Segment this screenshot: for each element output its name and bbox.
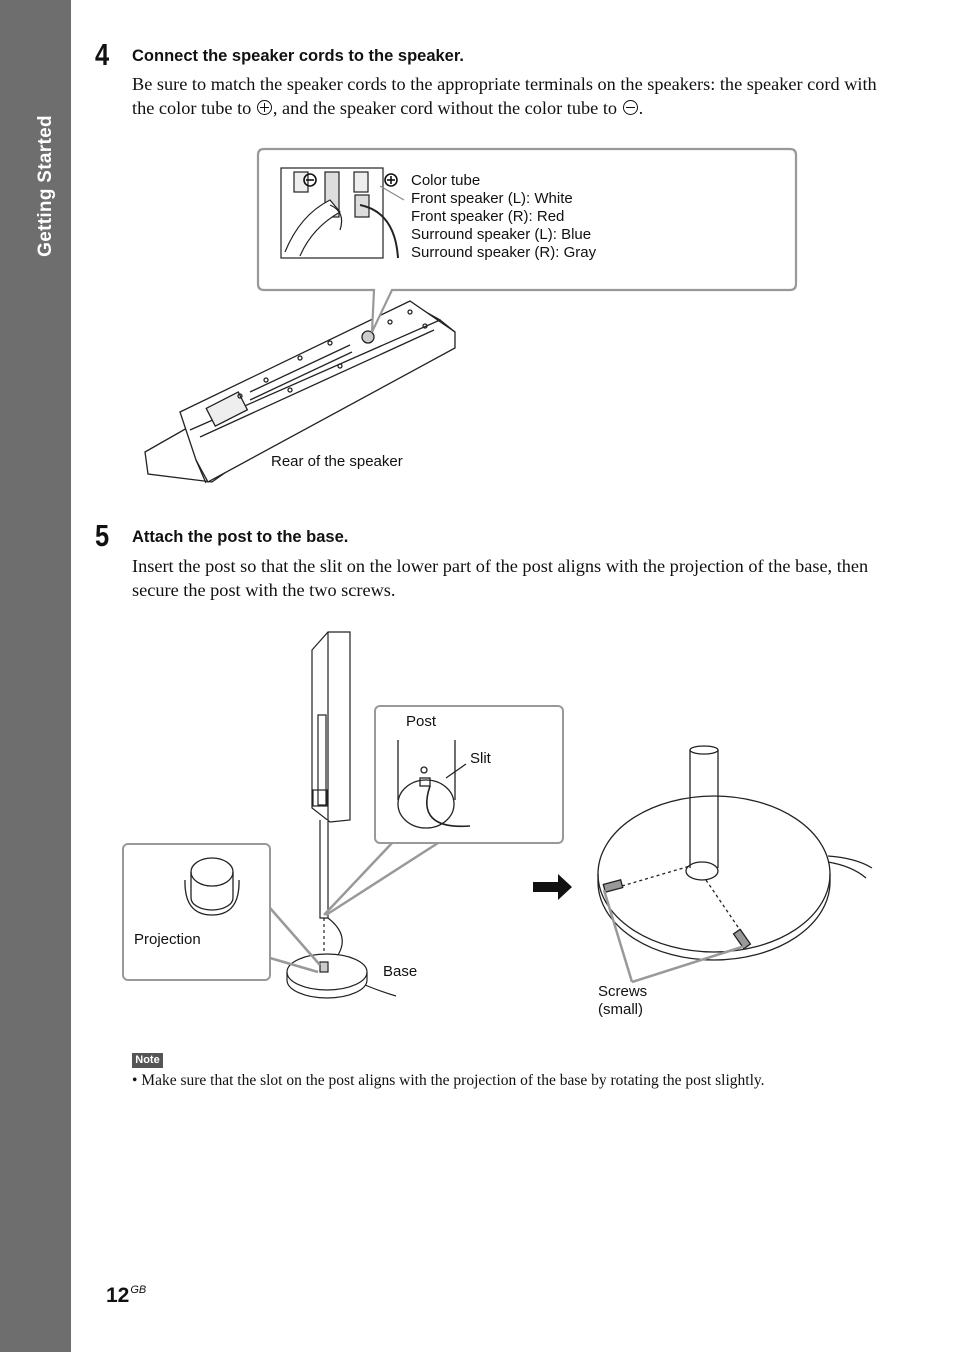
step-4-number: 4 [95, 37, 110, 72]
note-badge: Note [132, 1053, 163, 1068]
step-5-number: 5 [95, 518, 110, 553]
post-label: Post [406, 713, 437, 730]
base-label: Base [383, 963, 418, 980]
screws-label: Screws [598, 983, 648, 1000]
post-closeup-box [375, 706, 563, 843]
step-4-heading: Connect the speaker cords to the speaker. [132, 47, 464, 65]
step-4-instructions: Be sure to match the speaker cords to the appropriate terminals on the speakers: the speaker cord with the color tube to , and the speaker cord without the color tube to . [132, 74, 877, 118]
screws-size-label: (small) [598, 1001, 643, 1018]
callout-leaders [270, 843, 438, 972]
page-number: $12^{GB}$ [106, 1284, 147, 1307]
assembled-base-illustration [598, 746, 872, 960]
step-5-instructions: Insert the post so that the slit on the lower part of the post aligns with the projection of the base, then secure the post with the two screws. [132, 556, 869, 600]
callout-line-5: Surround speaker (R): Gray [411, 244, 597, 261]
callout-line-1: Color tube [411, 172, 481, 189]
right-arrow-icon [533, 874, 572, 900]
note-text: • Make sure that the slot on the post aligns with the projection of the base by rotating the post slightly. [132, 1072, 765, 1089]
speaker-rear-label: Rear of the speaker [271, 453, 403, 470]
callout-line-3: Front speaker (R): Red [411, 208, 565, 225]
step-5-heading: Attach the post to the base. [132, 528, 349, 546]
section-title: Getting Started [35, 115, 56, 257]
callout-line-4: Surround speaker (L): Blue [411, 226, 592, 243]
callout-line-2: Front speaker (L): White [411, 190, 573, 207]
projection-label: Projection [134, 931, 201, 948]
slit-label: Slit [470, 750, 491, 767]
